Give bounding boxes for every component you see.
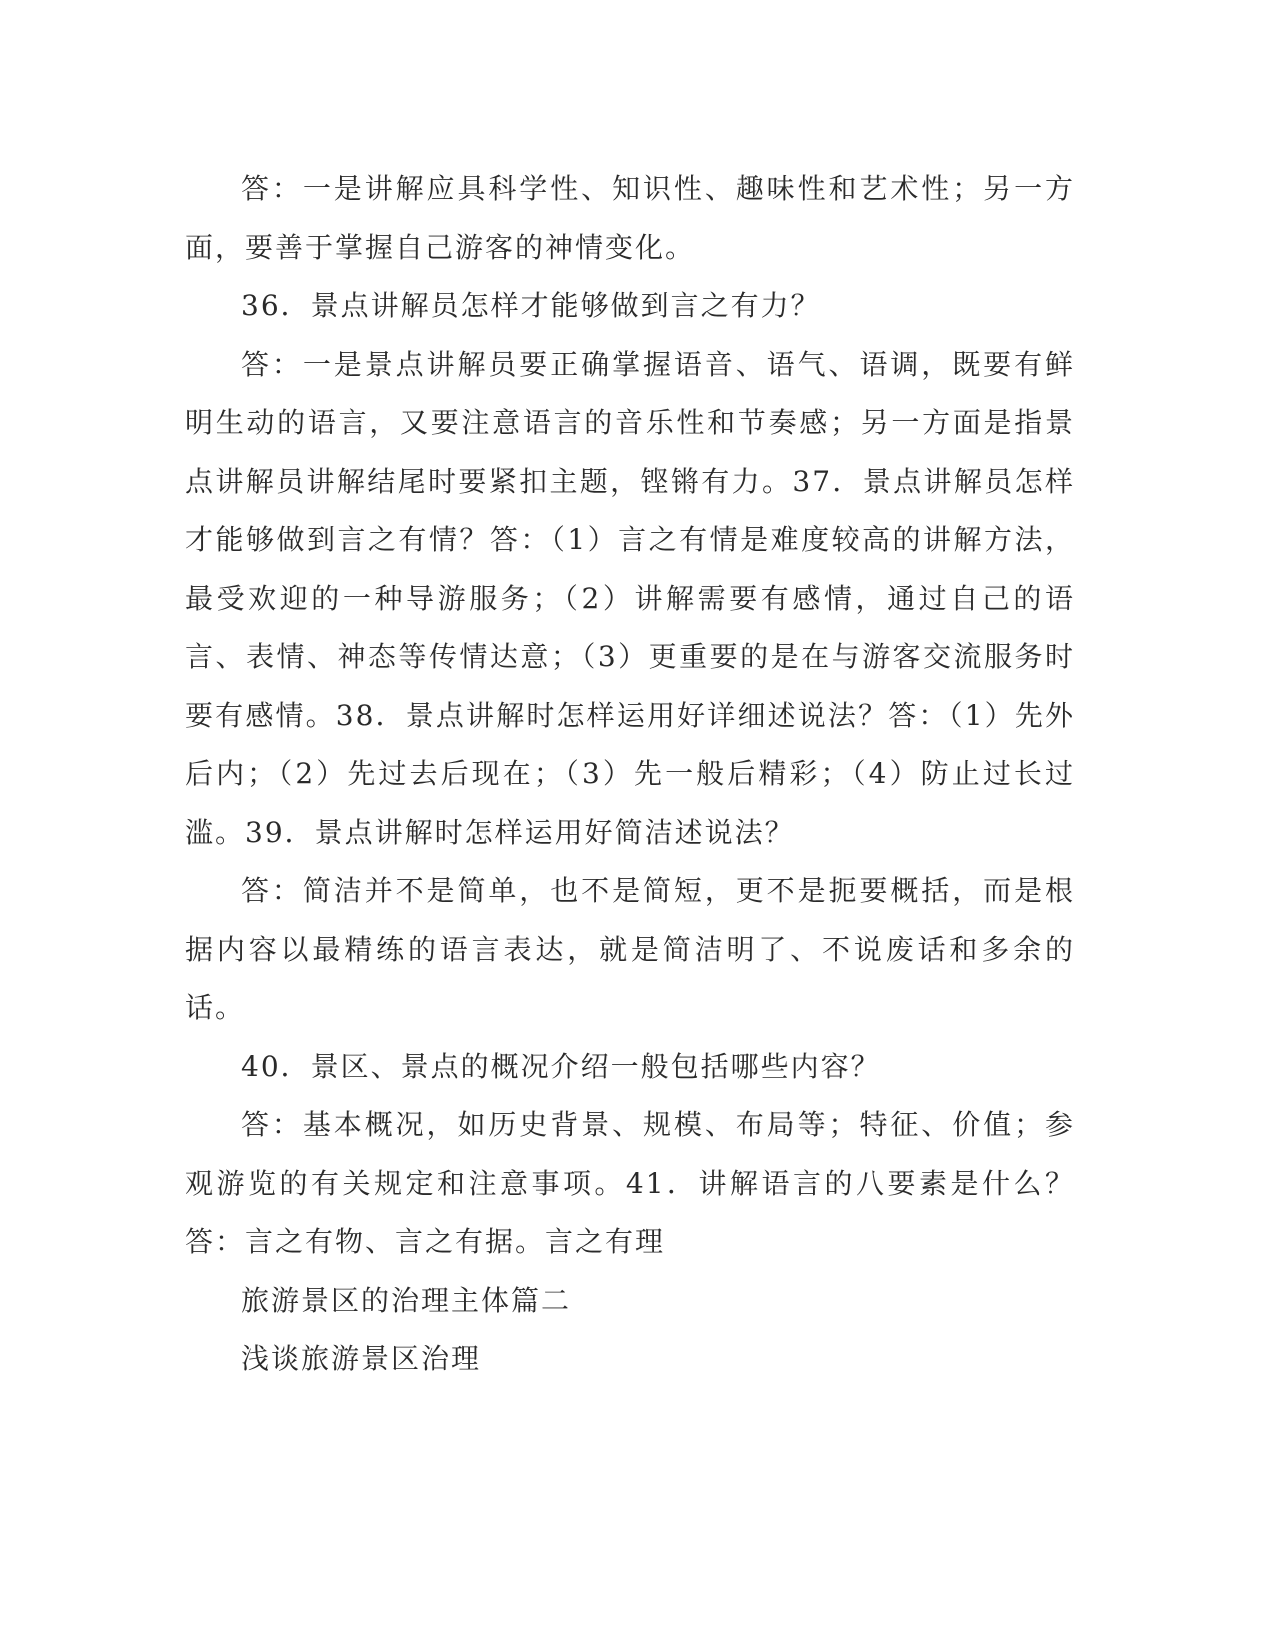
paragraph-answer-36-to-39: 答：一是景点讲解员要正确掌握语音、语气、语调，既要有鲜明生动的语言，又要注意语言的音乐性和节奏感；另一方面是指景点讲解员讲解结尾时要紧扣主题，铿锵有力。37．景点讲解员怎样才能够做到言之有情？答：（1）言之有情是难度较高的讲解方法，最受欢迎的一种导游服务；（2）讲解需要有感情，通过自己的语言、表情、神态等传情达意；（3）更重要的是在与游客交流服务时要有感情。38．景点讲解时怎样运用好详细述说法？答：（1）先外后内；（2）先过去后现在；（3）先一般后精彩；（4）防止过长过滥。39．景点讲解时怎样运用好简洁述说法？ bbox=[185, 347, 1075, 849]
section-subheading: 浅谈旅游景区治理 bbox=[241, 1342, 482, 1375]
paragraph-answer-40-41: 答：基本概况，如历史背景、规模、布局等；特征、价值；参观游览的有关规定和注意事项。41．讲解语言的八要素是什么？答：言之有物、言之有据。言之有理 bbox=[185, 1108, 1075, 1258]
paragraph-question-40: 40．景区、景点的概况介绍一般包括哪些内容？ bbox=[241, 1049, 881, 1083]
document-body bbox=[185, 160, 1075, 1389]
paragraph-question-36: 36．景点讲解员怎样才能够做到言之有力？ bbox=[241, 289, 821, 322]
section-heading-part-two: 旅游景区的治理主体篇二 bbox=[241, 1283, 572, 1317]
paragraph-answer-39: 答：简洁并不是简单，也不是简短，更不是扼要概括，而是根据内容以最精练的语言表达，就是简洁明了、不说废话和多余的话。 bbox=[185, 874, 1075, 1024]
paragraph-answer-35: 答：一是讲解应具科学性、知识性、趣味性和艺术性；另一方面，要善于掌握自己游客的神情变化。 bbox=[185, 172, 1075, 264]
